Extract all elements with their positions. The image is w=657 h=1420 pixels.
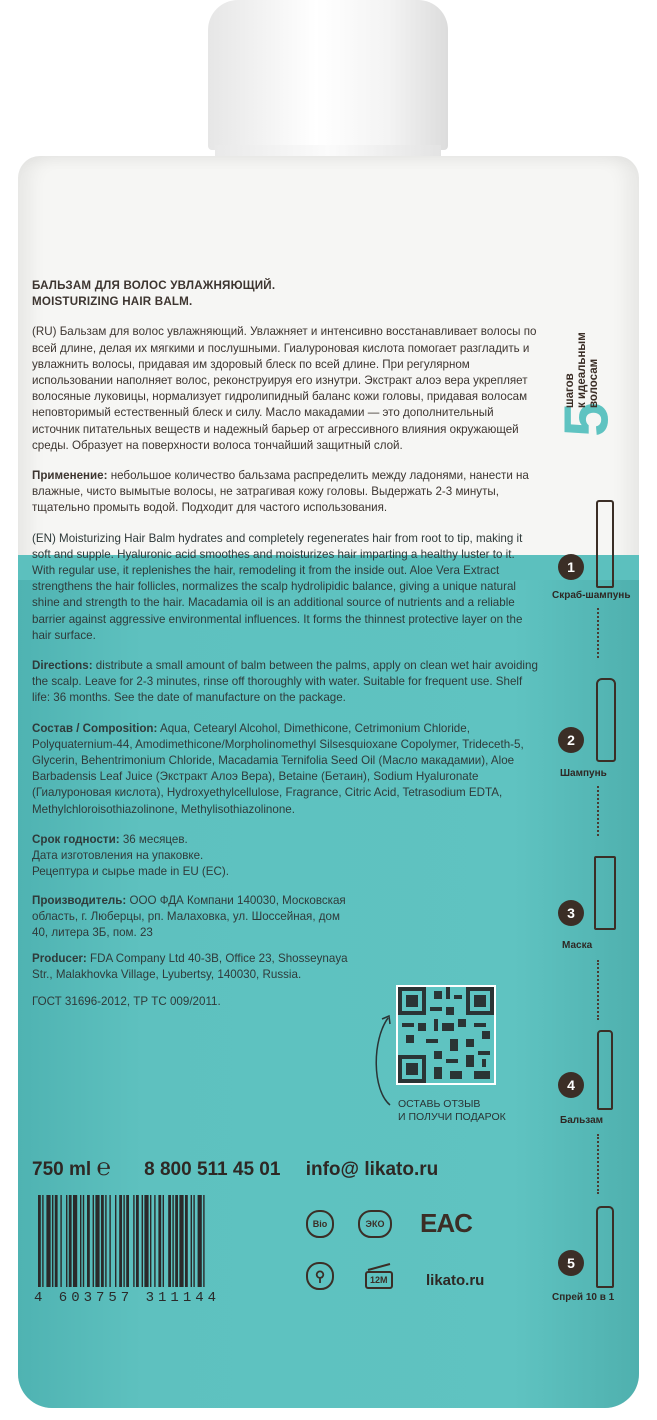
heading-line1: шагов (564, 373, 576, 408)
barcode-bar (80, 1195, 81, 1287)
barcode-bar (203, 1195, 204, 1287)
barcode (34, 1195, 292, 1306)
composition-text: Aqua, Cetearyl Alcohol, Dimethicone, Cetrimonium Chloride, Polyquaternium-44, Amodimethicone/Morpholinomethyl Silsesquioxane Copolymer, Trideceth-5, Glycerin, Behentrimonium Chloride, Macadamia Ternifolia Seed Oil (Масло макадамии), Aloe Barbadensis Leaf Juice (Экстракт Алоэ Вера), Betaine (Бетаин), Sodium Hyaluronate (Гиалуроновая кислота), Hydroxyethylcellulose, Fragrance, Citric Acid, Tetrasodium EDTA, Methylchloroisothiazolinone, Methylisothiazolinone. (32, 721, 524, 816)
barcode-bar (52, 1195, 53, 1287)
directions-text: distribute a small amount of balm between the palms, apply on clean wet hair avoiding the scalp. Leave for 2-3 minutes, rinse off thoroughly with water. Suitable for frequent use. Shelf life: 36 months. See the date of manufacture on the package. (32, 659, 538, 705)
steps-heading-text (564, 268, 600, 408)
barcode-bar (158, 1195, 161, 1287)
qr-caption (398, 1098, 506, 1124)
gost: ГОСТ 31696-2012, ТР ТС 009/2011. (32, 994, 221, 1008)
label-text (32, 278, 540, 1010)
step-5-label: Спрей 10 в 1 (552, 1292, 615, 1303)
usage-ru-label: Применение: (32, 469, 108, 483)
step-dash-3 (597, 960, 600, 1020)
pao-value: 12M (370, 1275, 388, 1285)
barcode-bar (69, 1195, 72, 1287)
barcode-bar (126, 1195, 129, 1287)
step-1-number: 1 (558, 554, 584, 580)
barcode-bar (73, 1195, 77, 1287)
directions-en (32, 658, 540, 707)
barcode-bar (119, 1195, 122, 1287)
scrub-bottle-icon (596, 500, 614, 588)
email[interactable]: info@ likato.ru (305, 1159, 439, 1180)
barcode-bar (136, 1195, 139, 1287)
heading-line3: волосам (588, 358, 600, 408)
step-2-number: 2 (558, 727, 584, 753)
steps-big-number: 5 (552, 402, 622, 437)
barcode-bar (185, 1195, 188, 1287)
step-dash-4 (597, 1134, 600, 1194)
barcode-bar (60, 1195, 61, 1287)
barcode-bar (105, 1195, 106, 1287)
bio-icon: Bio (306, 1210, 334, 1238)
eko-icon: ЭКО (358, 1210, 392, 1238)
barcode-bar (115, 1195, 116, 1287)
composition-label: Состав / Composition: (32, 721, 158, 735)
pao-icon (362, 1258, 396, 1292)
description-ru: (RU) Бальзам для волос увлажняющий. Увлажняет и интенсивно восстанавливает волосы по всей длине, делая их мягкими и послушными. Гиалуроновая кислота помогает разгладить и увлажнить волосы, придавая им здоровый блеск по всей длине. При регулярном использовании наполняет волос, реконструируя его изнутри. Экстракт алоэ вера укрепляет волосяные луковицы, нормализует гидролипидный баланс кожи головы, придавая волосам неповторимый естественный блеск и силу. Масло макадамии — это дополнительный источник питательных веществ и надежный барьер от агрессивного влияния окружающей среды. Образует на поверхности волоса тончайший защитный слой. (32, 325, 537, 452)
maker-label: Производитель: (32, 893, 127, 907)
spray-bottle-icon (596, 1206, 614, 1288)
volume: 750 ml (32, 1159, 92, 1180)
shelf-life (32, 832, 362, 881)
site[interactable]: likato.ru (426, 1272, 485, 1289)
composition (32, 721, 540, 818)
barcode-bar (109, 1195, 110, 1287)
step-3-number: 3 (558, 900, 584, 926)
barcode-bar (198, 1195, 202, 1287)
barcode-bar (191, 1195, 192, 1287)
title-ru: БАЛЬЗАМ ДЛЯ ВОЛОС УВЛАЖНЯЮЩИЙ. (32, 279, 276, 292)
step-2-label: Шампунь (560, 768, 607, 779)
step-4-label: Бальзам (560, 1115, 604, 1126)
barcode-bar (154, 1195, 155, 1287)
balm-bottle-icon (597, 1030, 613, 1110)
eac-icon: EAC (420, 1208, 472, 1238)
barcode-bar (179, 1195, 183, 1287)
manufacturer (32, 893, 352, 942)
barcode-number: 4 603757 311144 (34, 1290, 221, 1306)
barcode-bar (142, 1195, 143, 1287)
mask-tube-icon (594, 856, 616, 930)
producer-text: FDA Company Ltd 40-3B, Office 23, Shosseynaya Str., Malakhovka Village, Lyubertsy, 140030, Russia. (32, 952, 348, 982)
barcode-bar (168, 1195, 171, 1287)
barcode-bar (133, 1195, 134, 1287)
maker-text: ООО ФДА Компани 140030, Московская область, г. Люберцы, рп. Малаховка, ул. Шоссейная, дом 40, литера 3Б, пом. 23 (32, 893, 346, 939)
qr-caption-line2: И ПОЛУЧИ ПОДАРОК (398, 1111, 506, 1123)
shampoo-bottle-icon (596, 678, 616, 762)
producer (32, 951, 352, 983)
barcode-bar (175, 1195, 178, 1287)
brush-icon: ⚲ (306, 1262, 334, 1290)
step-4-number: 4 (558, 1072, 584, 1098)
qr-icon (398, 987, 494, 1083)
barcode-bar (93, 1195, 94, 1287)
bottle-cap (208, 0, 448, 150)
barcode-bar (46, 1195, 50, 1287)
barcode-bar (123, 1195, 124, 1287)
barcode-bar (66, 1195, 67, 1287)
steps-heading (552, 280, 622, 460)
barcode-bar (83, 1195, 84, 1287)
barcode-bar (150, 1195, 151, 1287)
shelf-line3: Рецептура и сырье made in EU (EC). (32, 865, 229, 879)
barcode-bar (42, 1195, 43, 1287)
barcode-bar (38, 1195, 41, 1287)
qr-code[interactable] (396, 985, 496, 1085)
shelf-value: 36 месяцев. (122, 832, 188, 846)
barcode-bar (55, 1195, 58, 1287)
barcode-bar (193, 1195, 194, 1287)
barcode-bar (172, 1195, 173, 1287)
phone: 8 800 511 45 01 (144, 1159, 281, 1180)
usage-ru-text: небольшое количество бальзама распределить между ладонями, нанести на влажные, чисто вымытые волосы, не затрагивая кожу головы. Выдержать 2-3 минуты, тщательно промыть водой. Подходит для частого использования. (32, 469, 529, 515)
barcode-bar (144, 1195, 148, 1287)
step-3-label: Маска (562, 940, 593, 951)
barcode-bars (34, 1195, 292, 1287)
qr-caption-line1: ОСТАВЬ ОТЗЫВ (398, 1098, 481, 1110)
step-5-number: 5 (558, 1250, 584, 1276)
arrow-icon (368, 1010, 398, 1110)
step-dash-2 (597, 786, 600, 836)
shelf-label: Срок годности: (32, 832, 120, 846)
usage-ru (32, 468, 540, 517)
heading-line2: к идеальным (576, 332, 588, 408)
shelf-line2: Дата изготовления на упаковке. (32, 849, 204, 863)
barcode-bar (101, 1195, 104, 1287)
e-mark: ℮ (96, 1154, 111, 1181)
contact-row (32, 1154, 512, 1182)
title-en: MOISTURIZING HAIR BALM. (32, 295, 193, 309)
barcode-bar (87, 1195, 90, 1287)
producer-label: Producer: (32, 952, 87, 966)
description-en: (EN) Moisturizing Hair Balm hydrates and completely regenerates hair from root to tip, making it soft and supple. Hyaluronic acid smoothes and moisturizes hair imparting a healthy luster to it. With regular use, it replenishes the hair, remodeling it from the inside out. Aloe Vera Extract strengthens the hair follicles, normalizes the scalp hydrolipidic balance, giving a unique natural shine and strength to the hair. Macadamia oil is an additional source of nutrients and a reliable barrier against aggressive environmental influences. It forms the thinnest protective layer on the hair surface. (32, 531, 523, 642)
barcode-bar (163, 1195, 164, 1287)
step-dash-1 (597, 608, 600, 658)
barcode-bar (95, 1195, 99, 1287)
step-1-label: Скраб-шампунь (552, 590, 631, 601)
directions-label: Directions: (32, 659, 93, 673)
